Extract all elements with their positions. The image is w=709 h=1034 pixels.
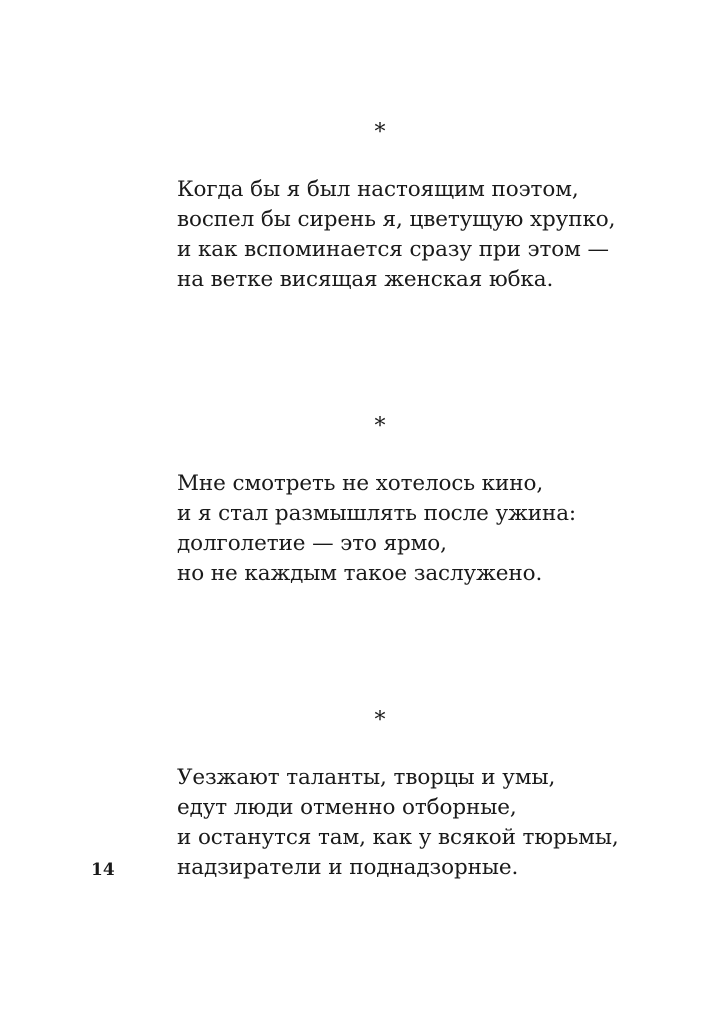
poem-stanza: [177, 469, 576, 589]
poem-line: Когда бы я был настоящим поэтом,: [177, 177, 579, 202]
poem-line: и останутся там, как у всякой тюрьмы,: [177, 825, 619, 850]
poem-line: надзиратели и поднадзорные.: [177, 855, 519, 880]
poem-stanza: [177, 175, 615, 295]
poem-line: но не каждым такое заслужено.: [177, 561, 543, 586]
poem-stanza: [177, 763, 619, 883]
poem-separator-asterisk: *: [374, 708, 386, 733]
poem-line: едут люди отменно отборные,: [177, 795, 517, 820]
poem-line: Уезжают таланты, творцы и умы,: [177, 765, 556, 790]
poem-line: на ветке висящая женская юбка.: [177, 267, 554, 292]
poem-line: и как вспоминается сразу при этом —: [177, 237, 609, 262]
poem-separator-asterisk: *: [374, 414, 386, 439]
poem-line: Мне смотреть не хотелось кино,: [177, 471, 544, 496]
poem-line: воспел бы сирень я, цветущую хрупко,: [177, 207, 616, 232]
poem-line: долголетие — это ярмо,: [177, 531, 447, 556]
poem-line: и я стал размышлять после ужина:: [177, 501, 577, 526]
poem-separator-asterisk: *: [374, 120, 386, 145]
page-number: 14: [91, 860, 115, 880]
